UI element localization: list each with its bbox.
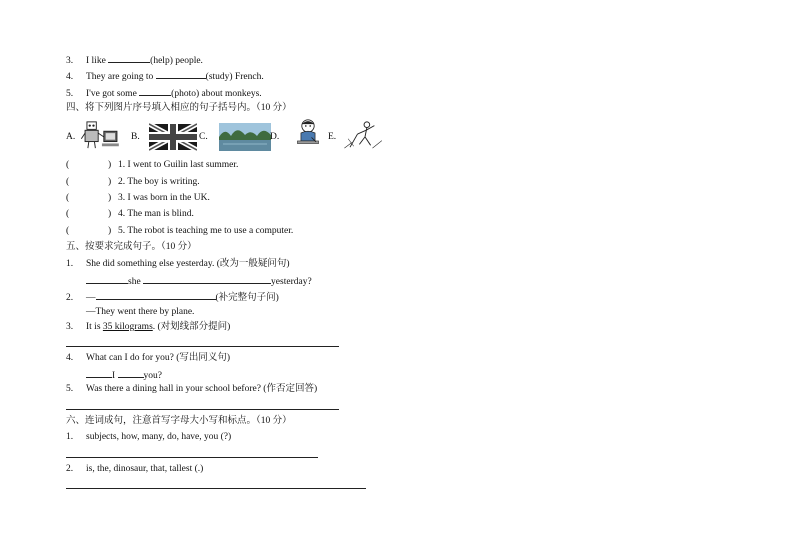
robot-computer-picture [80,120,122,150]
section5-title: 五、按要求完成句子。（10 分） [66,242,197,252]
picture-label-a: A. [66,132,76,142]
answer-blank[interactable] [143,274,271,284]
s5-q1-answer-line: she yesterday? [86,274,312,288]
picture-label-e: E. [328,132,337,142]
guilin-landscape-picture [219,122,271,152]
q5-fill-photo: 5. I've got some (photo) about monkeys. [66,86,262,100]
uk-flag-picture [149,122,197,152]
s6-q1-text: 1. subjects, how, many, do, have, you (?) [66,432,232,442]
s5-q2-reply: —They went there by plane. [86,307,195,317]
answer-blank[interactable] [118,368,144,378]
s5-q5-text: 5. Was there a dining hall in your school before? (作否定回答) [66,384,318,394]
match-item-2: ( ) 2. The boy is writing. [66,177,200,187]
q4-fill-study: 4. They are going to (study) French. [66,69,264,83]
s5-q2-text: 2. — (补完整句子问) [66,290,279,304]
answer-blank[interactable] [139,86,171,96]
answer-blank[interactable] [96,290,216,300]
answer-line[interactable] [66,488,366,489]
answer-blank[interactable] [156,69,206,79]
boy-writing-picture [292,118,324,148]
picture-label-d: D. [270,132,280,142]
section4-title: 四、将下列图片序号填入相应的句子括号内。（10 分） [66,103,292,113]
picture-label-b: B. [131,132,140,142]
match-item-3: ( ) 3. I was born in the UK. [66,193,210,203]
s5-q4-answer-line: I you? [86,368,162,382]
answer-blank[interactable] [86,274,128,284]
blind-man-picture [343,120,387,150]
picture-label-c: C. [199,132,208,142]
match-item-4: ( ) 4. The man is blind. [66,209,194,219]
match-item-5: ( ) 5. The robot is teaching me to use a computer. [66,226,294,236]
q3-fill-help: 3. I like (help) people. [66,53,203,67]
s6-q2-text: 2. is, the, dinosaur, that, tallest (.) [66,464,204,474]
s5-q4-text: 4. What can I do for you? (写出同义句) [66,353,231,363]
answer-blank[interactable] [108,53,150,63]
answer-blank[interactable] [86,368,112,378]
s5-q1-text: 1. She did something else yesterday. (改为一般疑问句) [66,259,290,269]
match-item-1: ( ) 1. I went to Guilin last summer. [66,160,239,170]
section6-title: 六、连词成句，注意首写字母大小写和标点。（10 分） [66,416,292,426]
answer-line[interactable] [66,409,339,410]
s5-q3-text: 3. It is 35 kilograms. (对划线部分提问) [66,322,231,332]
answer-line[interactable] [66,457,318,458]
answer-line[interactable] [66,346,339,347]
